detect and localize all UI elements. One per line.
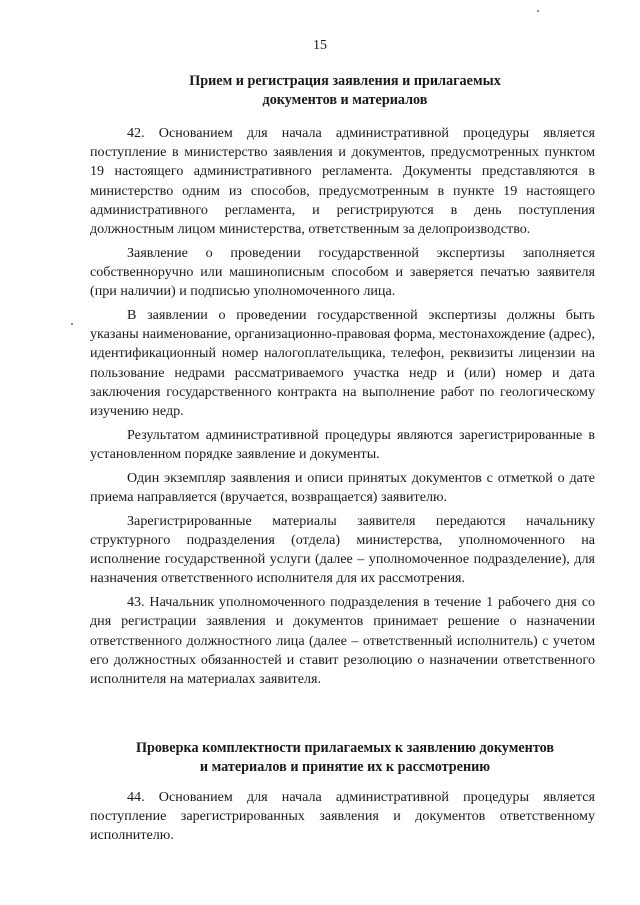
heading-line: и материалов и принятие их к рассмотрению (199, 759, 491, 775)
page-number: 15 (313, 38, 327, 53)
paragraph-44: 44. Основанием для начала административной процедуры является поступление зарегистрированных заявления и документов ответственному исполнителю. (90, 789, 595, 844)
scan-speck (71, 323, 73, 325)
heading-line: Проверка комплектности прилагаемых к заявлению документов (135, 740, 555, 756)
section-heading-completeness-check (90, 739, 600, 777)
paragraph-application-contents: В заявлении о проведении государственной экспертизы должны быть указаны наименование, организационно-правовая форма, местонахождение (адрес), идентификационный номер налогоплательщика, телефон, реквизиты лицензии на пользование недрами рассматриваемого участка недр и (или) номер и дата заключения государственного контракта на выполнение работ по геологическому изучению недр. (90, 307, 595, 420)
section-body-reception (90, 124, 595, 694)
paragraph-materials-transfer: Зарегистрированные материалы заявителя передаются начальнику структурного подразделения (отдела) министерства, уполномоченного на исполнение государственной услуги (далее – уполномоченное подразделение), для назначения ответственного исполнителя для их рассмотрения. (90, 512, 595, 587)
paragraph-copy-receipt: Один экземпляр заявления и описи принятых документов с отметкой о дате приема направляется (вручается, возвращается) заявителю. (90, 469, 595, 506)
paragraph-result: Результатом административной процедуры являются зарегистрированные в установленном порядке заявление и документы. (90, 426, 595, 463)
paragraph-42: 42. Основанием для начала административной процедуры является поступление в министерство заявления и документов, предусмотренных пунктом 19 настоящего административного регламента. Документы представляются в министерство одним из способов, предусмотренным в пункте 19 настоящего административного регламента, и регистрируются в день поступления должностным лицом министерства, ответственным за делопроизводство. (90, 125, 595, 238)
scan-speck (537, 10, 539, 12)
section-body-completeness-check (90, 788, 595, 850)
paragraph-43: 43. Начальник уполномоченного подразделения в течение 1 рабочего дня со дня регистрации заявления и документов принимает решение о назначении ответственного должностного лица (далее – ответственный исполнитель) с учетом его должностных обязанностей и ставит резолюцию о назначении ответственного исполнителя на материалах заявителя. (90, 594, 595, 688)
heading-line: документов и материалов (262, 92, 428, 108)
section-heading-reception (90, 72, 600, 110)
heading-line: Прием и регистрация заявления и прилагаемых (189, 73, 501, 89)
paragraph-application-form: Заявление о проведении государственной экспертизы заполняется собственноручно или машинописным способом и заверяется печатью заявителя (при наличии) и подписью уполномоченного лица. (90, 244, 595, 300)
